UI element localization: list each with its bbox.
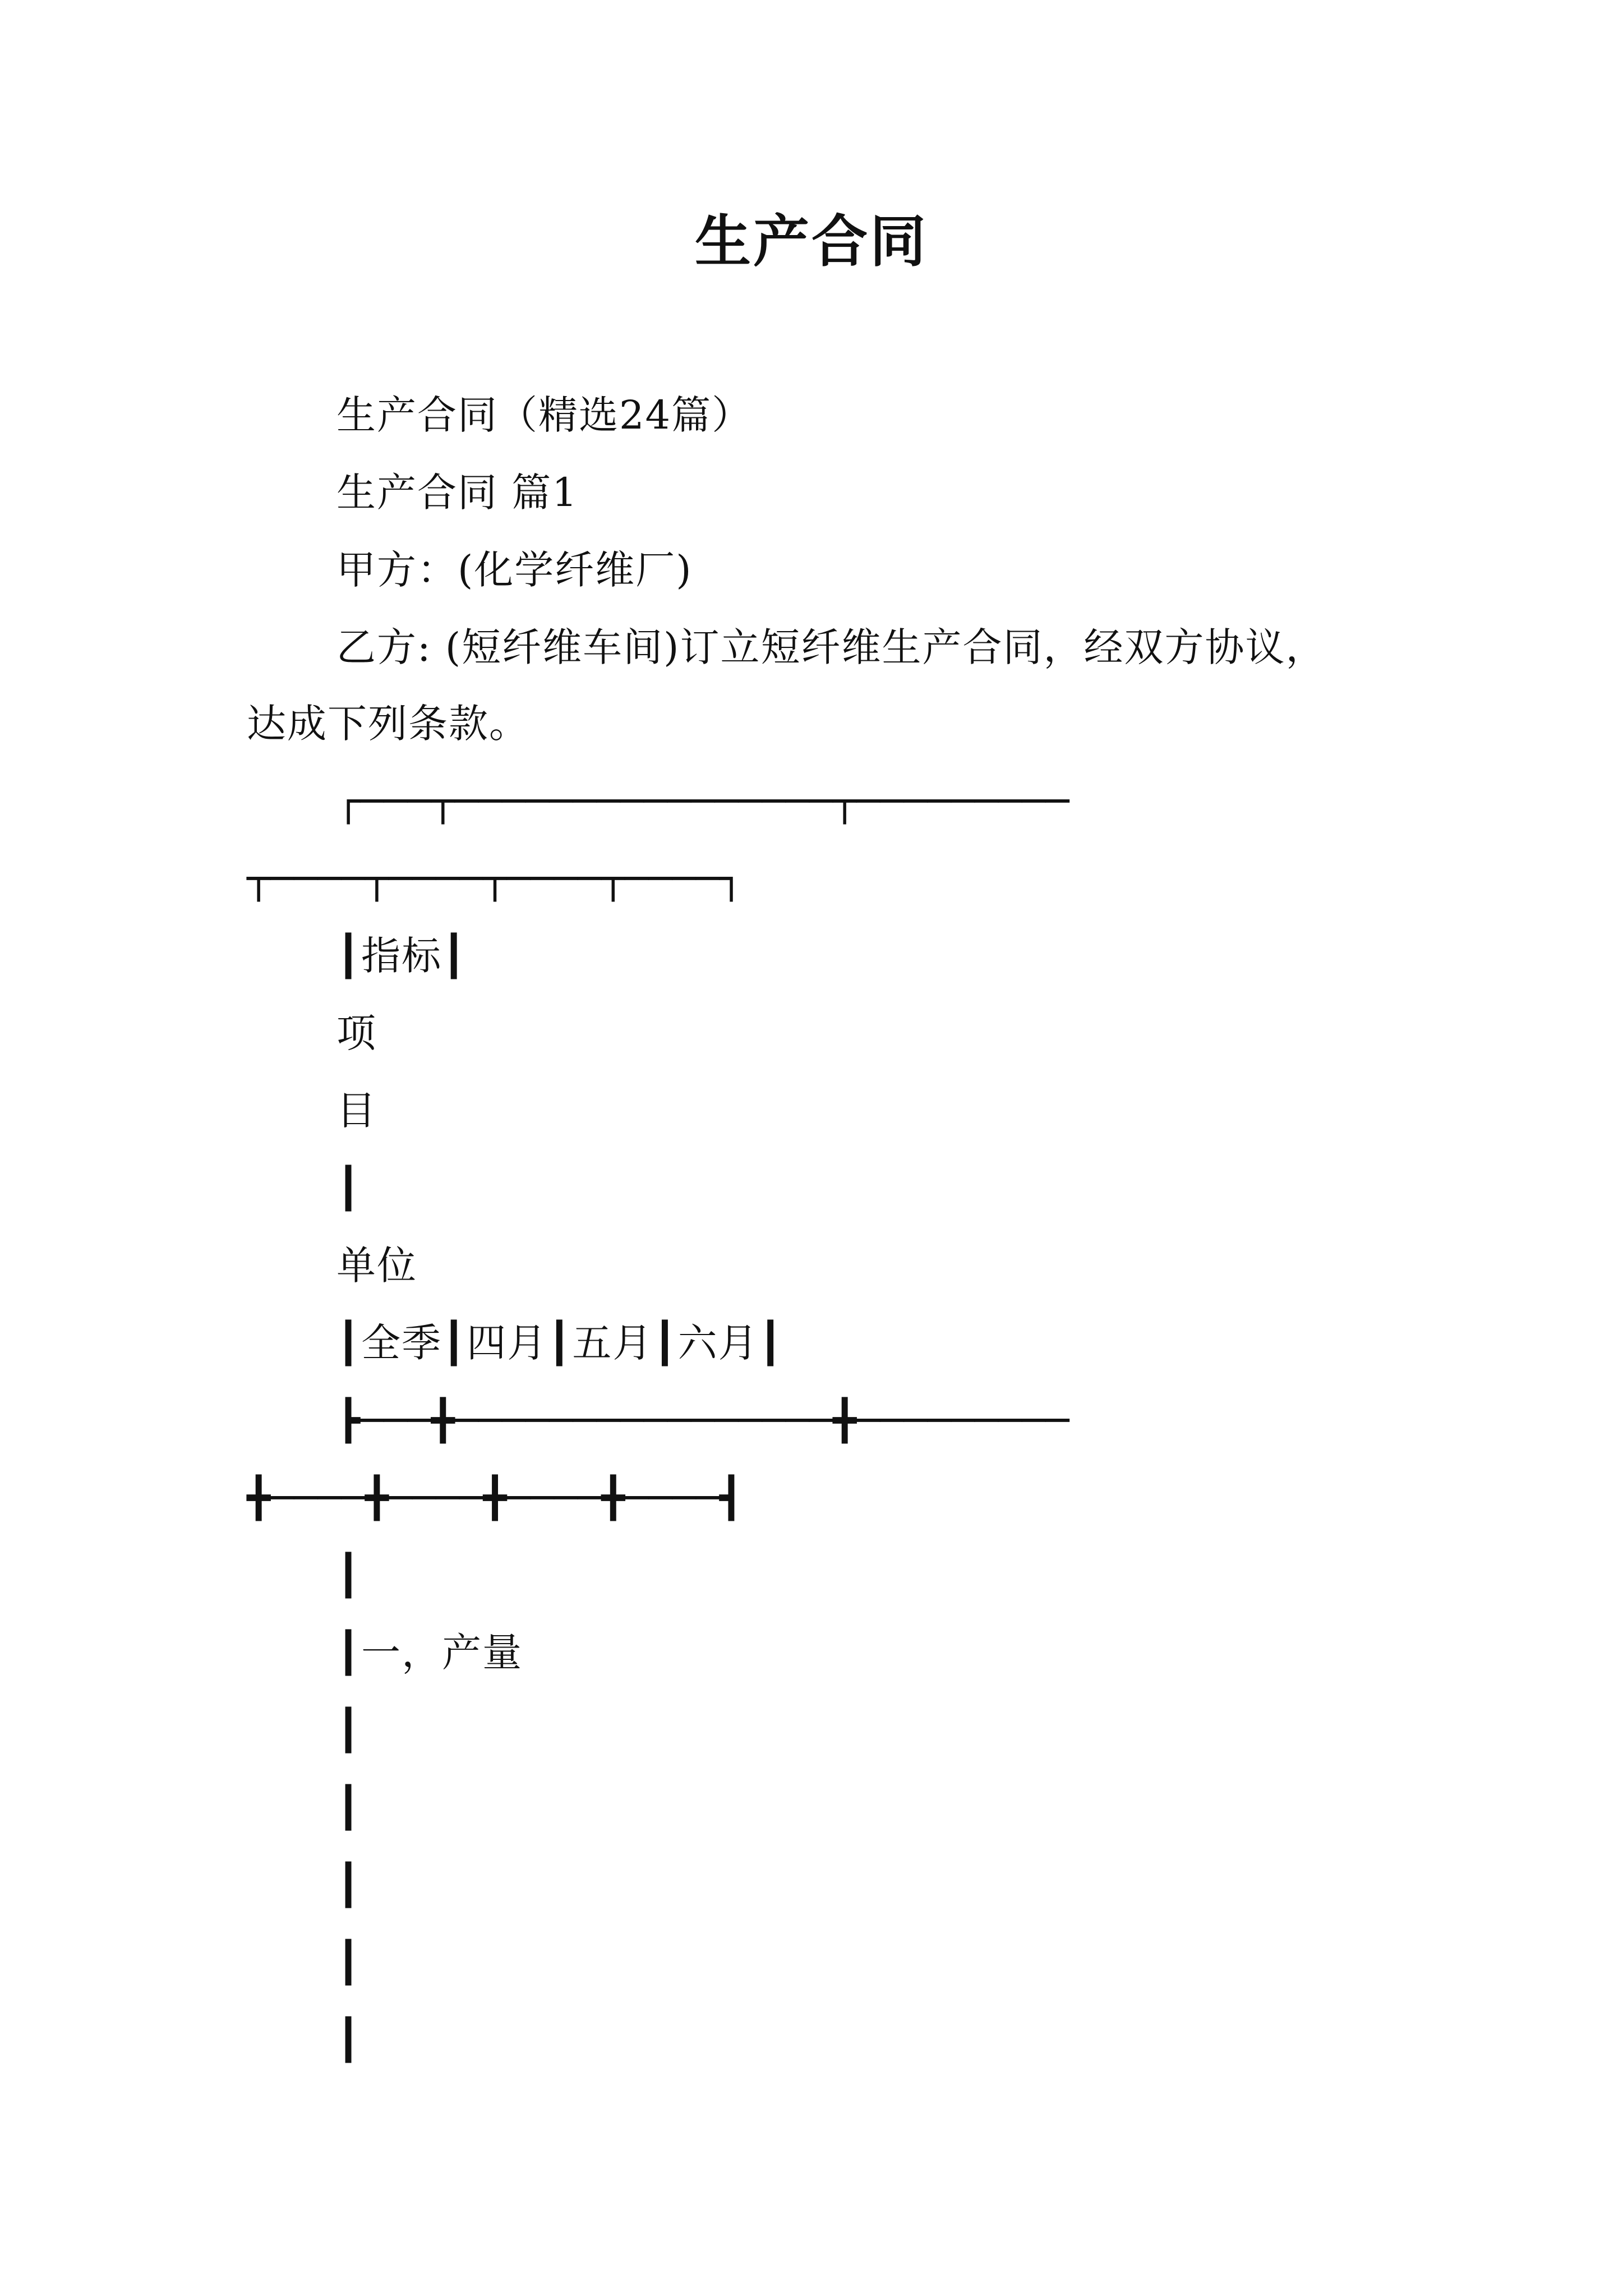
- table-header-item-char-2: 目: [336, 1088, 377, 1134]
- table-header-item-char-1: 项: [336, 1010, 377, 1056]
- party-b-line: 乙方: (短纤维车间)订立短纤维生产合同，经双方协议，: [336, 624, 1326, 670]
- table-header-unit: 单位: [336, 1243, 417, 1289]
- table-top-rule-continuation: ┬────┬────┬────┬────┐: [247, 855, 744, 901]
- table-row-border: ┃: [336, 1707, 362, 1753]
- table-header-indicator: ┃指标┃: [336, 933, 467, 979]
- table-row-output: ┃一，产量: [336, 1630, 523, 1676]
- table-header-separator: ┃: [336, 1165, 362, 1211]
- table-row-border: ┃: [336, 1939, 362, 1985]
- table-row-border: ┃: [336, 1552, 362, 1598]
- table-header-months: ┃全季┃四月┃五月┃六月┃: [336, 1320, 783, 1366]
- table-row-border: ┃: [336, 1784, 362, 1830]
- section-heading: 生产合同 篇1: [336, 470, 578, 516]
- subtitle-line: 生产合同（精选24篇）: [336, 392, 753, 438]
- table-top-rule: ┌───┬────────────────┬─────────: [336, 778, 1069, 824]
- table-mid-rule-continuation: ╋────╋────╋────╋────┫: [247, 1475, 744, 1521]
- document-title: 生产合同: [695, 208, 928, 274]
- party-b-continuation: 达成下列条款。: [247, 701, 529, 747]
- table-mid-rule: ┣───╋────────────────╋─────────: [336, 1397, 1069, 1443]
- table-row-border: ┃: [336, 1862, 362, 1908]
- table-row-border: ┃: [336, 2017, 362, 2063]
- party-a-line: 甲方：(化学纤维厂): [336, 547, 693, 593]
